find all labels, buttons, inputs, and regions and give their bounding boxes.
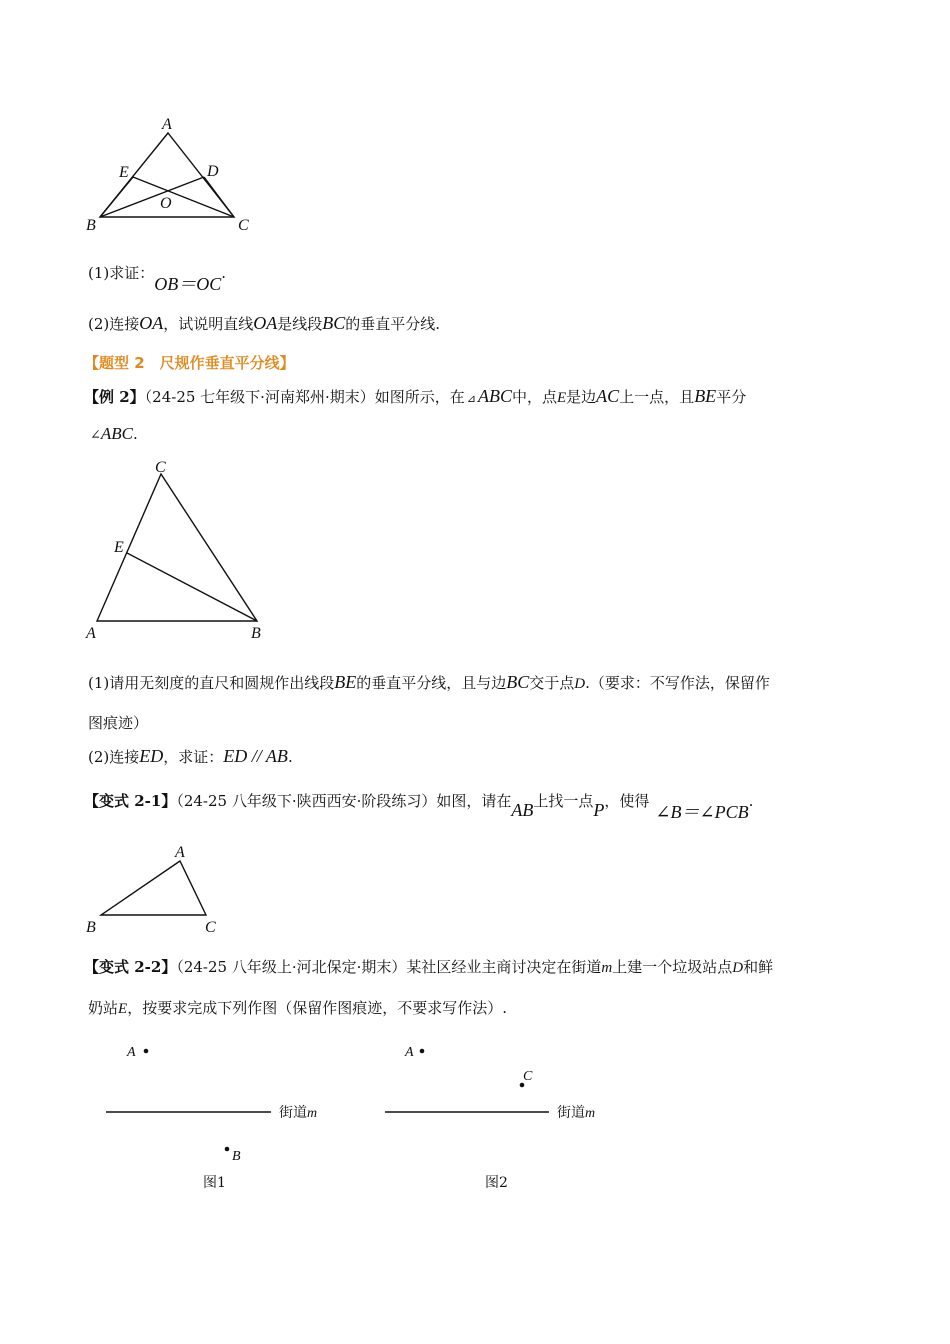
label-b-2: B [251, 625, 261, 642]
section-heading-type-2: 【题型 2 尺规作垂直平分线】 [84, 354, 295, 372]
ex2-q2-text-3: . [287, 748, 293, 766]
fig1-caption: 图1 [203, 1175, 226, 1191]
math-d-2: D [732, 960, 744, 976]
example-2-text-4: 平分 [716, 388, 747, 406]
math-oa-1: OA [139, 313, 164, 333]
example-2-question-1-line-2: 图痕迹） [88, 714, 149, 732]
variant-2-2-text-2: 上建一个垃圾站点 [612, 958, 733, 976]
angle-symbol: ∠ [90, 428, 101, 443]
question-2-prefix: (2)连接 [88, 315, 140, 333]
example-2-line-2-end: . [133, 425, 138, 443]
math-be-2: BE [334, 672, 357, 692]
fig1-label-b: B [232, 1149, 241, 1164]
label-c-3: C [205, 919, 216, 936]
math-p: P [593, 800, 605, 820]
label-c-2: C [155, 459, 166, 476]
ex2-q2-text-2: ，求证： [163, 748, 224, 766]
example-2-source: （24-25 七年级下·河南郑州·期末）如图所示，在 [144, 388, 465, 406]
math-ed-parallel-ab: ED // AB [223, 746, 288, 766]
fig1-point-b [225, 1147, 230, 1152]
label-d: D [207, 163, 219, 180]
label-e: E [119, 164, 129, 181]
math-ac: AC [596, 386, 620, 406]
fig1-street-label: 街道 [279, 1105, 307, 1121]
label-a-3: A [175, 844, 185, 861]
label-a: A [162, 116, 172, 133]
variant-2-2-text-5: ，按要求完成下列作图（保留作图痕迹，不要求写作法）. [127, 999, 507, 1017]
fig1-street-m: m [307, 1106, 318, 1121]
figure-1 [106, 1045, 317, 1191]
fig2-point-c [520, 1083, 525, 1088]
label-c: C [238, 217, 249, 234]
ex2-q2-text-1: (2)连接 [88, 748, 140, 766]
label-a-2: A [86, 625, 96, 642]
question-2-text-3: 的垂直平分线. [345, 315, 441, 333]
fig2-caption: 图2 [485, 1175, 508, 1191]
variant-2-1-tag: 【变式 2-1】 [84, 792, 177, 810]
math-d: D [574, 676, 586, 692]
math-bc-2: BC [506, 672, 530, 692]
variant-2-2-text-1: （24-25 八年级上·河北保定·期末）某社区经业主商讨决定在街道 [176, 958, 602, 976]
example-2-text-3: 上一点，且 [619, 388, 695, 406]
ex2-q1-text-1: (1)请用无刻度的直尺和圆规作出线段 [88, 674, 335, 692]
example-2-tag: 【例 2】 [84, 388, 145, 406]
question-1-suffix: . [221, 264, 227, 282]
ex2-q1-text-3: 交于点 [529, 674, 575, 692]
triangle-symbol: ⊿ [466, 392, 476, 405]
math-ab: AB [511, 800, 534, 820]
figure-2 [385, 1045, 595, 1191]
fig1-point-a [144, 1049, 149, 1054]
fig2-street-m: m [585, 1106, 596, 1121]
question-1-math: OB＝OC [154, 274, 222, 294]
fig2-point-a [420, 1049, 425, 1054]
fig1-label-a: A [127, 1045, 136, 1060]
math-angle-equality: ∠B＝∠PCB [655, 802, 749, 822]
label-b-3: B [86, 919, 96, 936]
label-e-2: E [114, 539, 124, 556]
fig2-street-label: 街道 [557, 1105, 585, 1121]
math-oa-2: OA [253, 313, 278, 333]
math-bc: BC [322, 313, 346, 333]
example-2-text-2: 是边 [566, 388, 597, 406]
fig2-label-a: A [405, 1045, 414, 1060]
label-b: B [86, 217, 96, 234]
math-ed: ED [139, 746, 164, 766]
variant-2-1-source: （24-25 八年级下·陕西西安·阶段练习）如图，请在 [176, 792, 512, 810]
math-e-2: E [118, 1001, 128, 1017]
variant-2-1-text-3: . [748, 792, 754, 810]
math-be: BE [694, 386, 717, 406]
question-1-prefix: (1)求证： [88, 264, 155, 282]
question-2-text-1: ，试说明直线 [163, 315, 254, 333]
example-2-text-1: 中，点 [511, 388, 557, 406]
variant-2-1-text-2: ，使得 [604, 792, 650, 810]
variant-2-2-text-3: 和鲜 [743, 958, 774, 976]
math-e: E [556, 390, 567, 406]
math-m: m [601, 960, 613, 976]
variant-2-1-text-1: 上找一点 [533, 792, 594, 810]
math-abc: ABC [477, 386, 512, 406]
math-angle-abc: ABC [100, 424, 134, 443]
ex2-q1-text-2: 的垂直平分线，且与边 [356, 674, 507, 692]
label-o: O [160, 195, 172, 212]
question-2-text-2: 是线段 [277, 315, 323, 333]
fig2-label-c: C [523, 1069, 533, 1084]
variant-2-2-text-4: 奶站 [88, 999, 119, 1017]
ex2-q1-text-4: .（要求：不写作法，保留作 [585, 674, 770, 692]
variant-2-2-tag: 【变式 2-2】 [84, 958, 177, 976]
